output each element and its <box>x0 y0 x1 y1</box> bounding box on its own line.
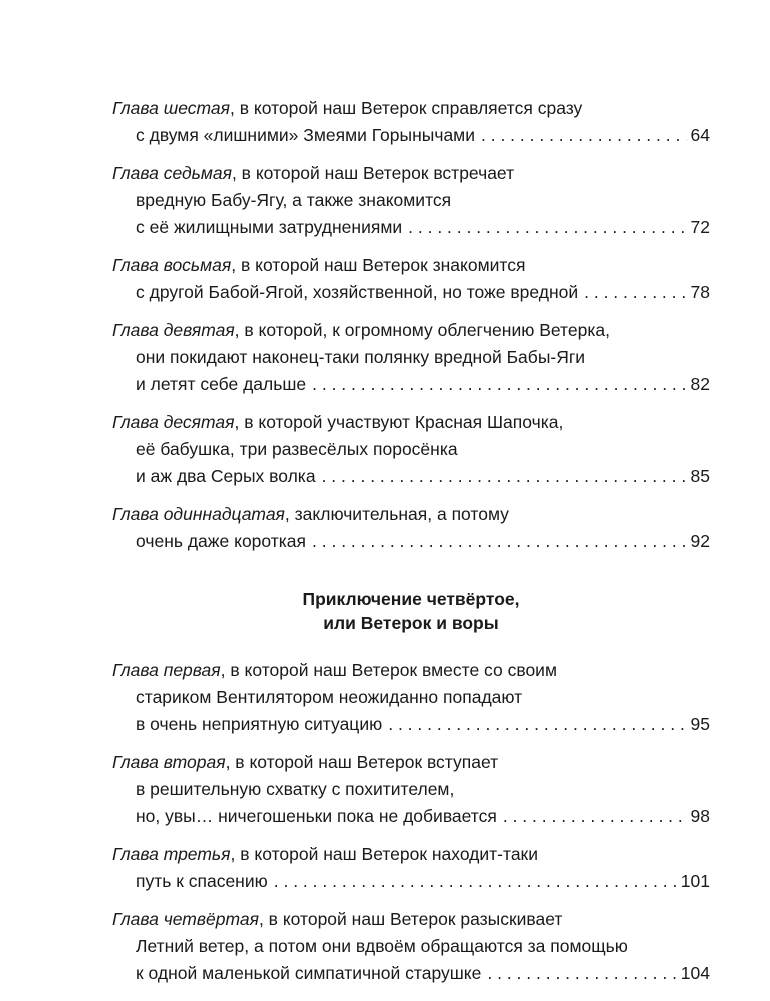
toc-entry-text <box>136 960 481 987</box>
toc-entry-line <box>112 252 710 279</box>
page-number: 98 <box>690 806 710 826</box>
chapter-label: Глава третья <box>112 844 231 864</box>
toc-entry-text <box>112 252 525 279</box>
page-number: 72 <box>690 217 710 237</box>
chapter-description: , в которой наш Ветерок встречает <box>231 163 515 183</box>
chapter-description: Летний ветер, а потом они вдвоём обращаются за помощью <box>136 936 628 956</box>
toc-entry-line <box>112 187 710 214</box>
chapter-label: Глава одиннадцатая <box>112 504 285 524</box>
toc-entry[interactable] <box>112 749 710 830</box>
page-number: 101 <box>680 871 710 891</box>
chapter-description: вредную Бабу-Ягу, а также знакомится <box>136 190 452 210</box>
chapter-description: и аж два Серых волка <box>136 466 316 486</box>
toc-entry-line <box>112 160 710 187</box>
toc-entry-text <box>112 95 582 122</box>
toc-entry[interactable] <box>112 160 710 241</box>
toc-entry-line <box>112 906 710 933</box>
dot-leader <box>312 371 686 398</box>
toc-entry-text <box>136 122 475 149</box>
toc-entry-line <box>112 841 710 868</box>
chapter-description: , в которой наш Ветерок вместе со своим <box>220 660 557 680</box>
toc-entry-line <box>112 776 710 803</box>
toc-entry-text <box>112 749 498 776</box>
toc-entry-line <box>112 279 710 306</box>
chapter-description: в решительную схватку с похитителем, <box>136 779 455 799</box>
toc-entry[interactable] <box>112 501 710 555</box>
table-of-contents <box>112 95 710 987</box>
toc-entry-line <box>112 463 710 490</box>
chapter-description: очень даже короткая <box>136 531 307 551</box>
dot-leader <box>503 803 687 830</box>
page-number: 92 <box>690 531 710 551</box>
chapter-label: Глава шестая <box>112 98 230 118</box>
dot-leader <box>487 960 676 987</box>
page-number: 64 <box>690 125 710 145</box>
chapter-description: , в которой наш Ветерок справляется сразу <box>229 98 583 118</box>
toc-entry-line <box>112 436 710 463</box>
chapter-description: с её жилищными затруднениями <box>136 217 403 237</box>
dot-leader <box>481 122 687 149</box>
section-title-line-2: или Ветерок и воры <box>323 613 499 633</box>
dot-leader <box>408 214 686 241</box>
chapter-description: , в которой наш Ветерок разыскивает <box>258 909 563 929</box>
section-title-line-1: Приключение четвёртое, <box>302 589 520 609</box>
toc-entry-line <box>112 960 710 987</box>
toc-entry-line <box>112 684 710 711</box>
toc-entry-line <box>112 344 710 371</box>
chapter-description: путь к спасению <box>136 871 268 891</box>
toc-entry-text <box>136 684 522 711</box>
toc-entry[interactable] <box>112 95 710 149</box>
page-number: 78 <box>690 282 710 302</box>
chapter-label: Глава седьмая <box>112 163 232 183</box>
toc-entry-text <box>136 933 628 960</box>
chapter-description: и летят себе дальше <box>136 374 307 394</box>
chapter-label: Глава вторая <box>112 752 226 772</box>
toc-entry-line <box>112 657 710 684</box>
toc-entry-text <box>112 409 563 436</box>
toc-entry-line <box>112 409 710 436</box>
chapter-description: стариком Вентилятором неожиданно попадают <box>136 687 523 707</box>
chapter-description: , заключительная, а потому <box>284 504 509 524</box>
toc-part-2 <box>112 657 710 987</box>
toc-entry-line <box>112 749 710 776</box>
page-number: 104 <box>680 963 710 983</box>
chapter-description: , в которой наш Ветерок знакомится <box>231 255 526 275</box>
toc-entry-text <box>136 214 402 241</box>
dot-leader <box>312 528 687 555</box>
toc-entry-text <box>136 344 585 371</box>
toc-entry-line <box>112 933 710 960</box>
chapter-label: Глава четвёртая <box>112 909 259 929</box>
section-heading <box>112 587 710 635</box>
toc-entry[interactable] <box>112 409 710 490</box>
toc-entry-line <box>112 528 710 555</box>
toc-entry[interactable] <box>112 657 710 738</box>
dot-leader <box>274 868 677 895</box>
chapter-description: , в которой участвуют Красная Шапочка, <box>234 412 564 432</box>
toc-entry-text <box>112 317 610 344</box>
chapter-description: с другой Бабой-Ягой, хозяйственной, но тоже вредной <box>136 282 579 302</box>
toc-entry-text <box>136 528 306 555</box>
page-number: 82 <box>690 374 710 394</box>
toc-entry-text <box>136 371 306 398</box>
toc-entry[interactable] <box>112 841 710 895</box>
toc-entry-text <box>136 463 316 490</box>
chapter-description: они покидают наконец-таки полянку вредной Бабы-Яги <box>136 347 586 367</box>
toc-entry-line <box>112 95 710 122</box>
chapter-description: к одной маленькой симпатичной старушке <box>136 963 482 983</box>
toc-entry-line <box>112 501 710 528</box>
chapter-description: но, увы… ничегошеньки пока не добивается <box>136 806 497 826</box>
toc-entry[interactable] <box>112 317 710 398</box>
dot-leader <box>584 279 686 306</box>
toc-entry-line <box>112 122 710 149</box>
toc-entry-line <box>112 371 710 398</box>
toc-entry-text <box>136 776 454 803</box>
toc-entry-line <box>112 711 710 738</box>
toc-entry-text <box>112 160 514 187</box>
toc-entry-line <box>112 868 710 895</box>
toc-entry-line <box>112 214 710 241</box>
page-number: 85 <box>690 466 710 486</box>
toc-entry-line <box>112 803 710 830</box>
toc-entry-text <box>136 279 578 306</box>
dot-leader <box>322 463 687 490</box>
page-number: 95 <box>690 714 710 734</box>
chapter-description: , в которой наш Ветерок находит-таки <box>230 844 538 864</box>
toc-entry-text <box>112 841 538 868</box>
chapter-label: Глава восьмая <box>112 255 232 275</box>
chapter-description: её бабушка, три развесёлых поросёнка <box>136 439 458 459</box>
chapter-description: с двумя «лишними» Змеями Горынычами <box>136 125 475 145</box>
chapter-label: Глава девятая <box>112 320 235 340</box>
toc-entry-text <box>112 657 557 684</box>
toc-entry-line <box>112 317 710 344</box>
toc-entry-text <box>136 187 451 214</box>
chapter-label: Глава первая <box>112 660 221 680</box>
chapter-description: в очень неприятную ситуацию <box>136 714 383 734</box>
dot-leader <box>388 711 686 738</box>
toc-entry-text <box>112 501 509 528</box>
toc-entry[interactable] <box>112 252 710 306</box>
toc-entry-text <box>136 803 497 830</box>
toc-entry-text <box>136 868 268 895</box>
toc-entry-text <box>136 436 458 463</box>
toc-entry-text <box>112 906 562 933</box>
toc-part-1 <box>112 95 710 555</box>
toc-entry-text <box>136 711 382 738</box>
chapter-label: Глава десятая <box>112 412 235 432</box>
chapter-description: , в которой, к огромному облегчению Ветерка, <box>234 320 610 340</box>
toc-entry[interactable] <box>112 906 710 987</box>
chapter-description: , в которой наш Ветерок вступает <box>225 752 499 772</box>
